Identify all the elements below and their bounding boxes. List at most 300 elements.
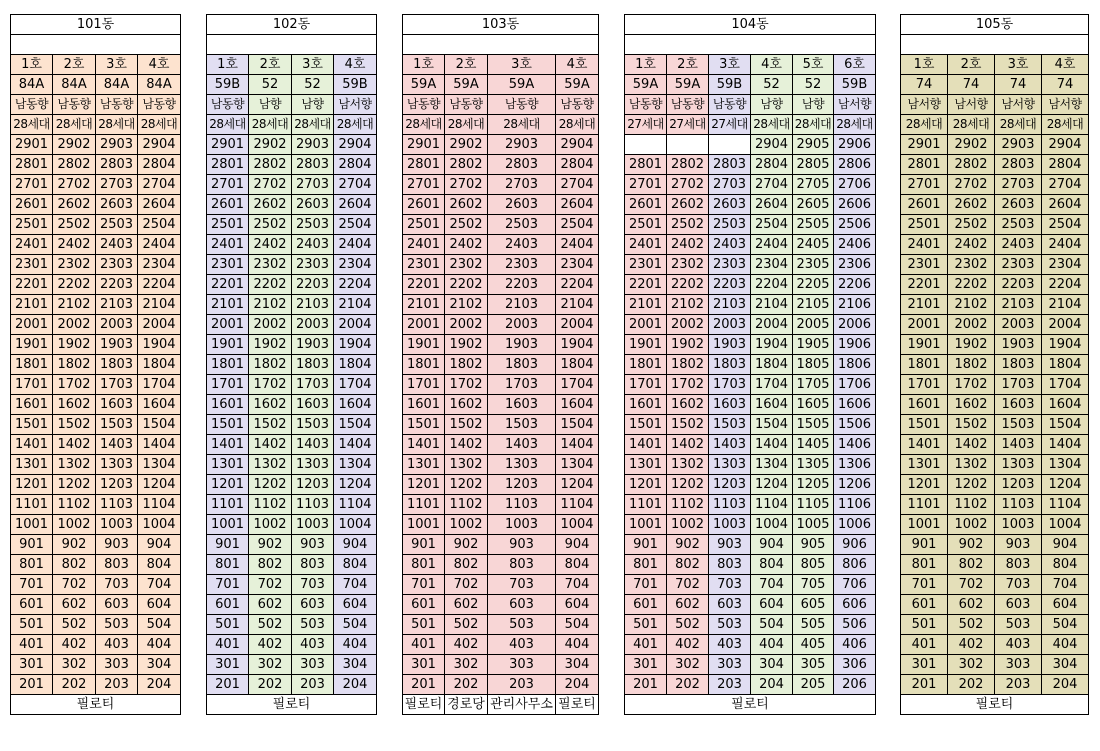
unit-cell: 2806 [834, 155, 876, 175]
unit-cell: 304 [334, 655, 377, 675]
unit-cell: 2504 [334, 215, 377, 235]
unit-cell: 1903 [488, 335, 556, 355]
unit-cell: 501 [207, 615, 249, 635]
unit-cell: 301 [207, 655, 249, 675]
unit-type: 74 [995, 75, 1042, 95]
unit-cell: 1601 [11, 395, 53, 415]
unit-cell: 2604 [751, 195, 793, 215]
unit-cell: 1803 [96, 355, 138, 375]
unit-cell: 2604 [334, 195, 377, 215]
unit-cell: 402 [667, 635, 709, 655]
unit-cell: 1202 [948, 475, 995, 495]
unit-cell: 303 [709, 655, 751, 675]
unit-cell: 1802 [53, 355, 96, 375]
unit-cell: 1001 [901, 515, 948, 535]
unit-cell: 1905 [793, 335, 834, 355]
unit-cell: 1903 [96, 335, 138, 355]
unit-direction: 남동향 [207, 95, 249, 115]
unit-cell: 902 [445, 535, 488, 555]
unit-cell: 1403 [995, 435, 1042, 455]
unit-cell: 1502 [948, 415, 995, 435]
unit-cell: 306 [834, 655, 876, 675]
household-count: 28세대 [1042, 115, 1089, 135]
unit-cell: 1503 [488, 415, 556, 435]
unit-cell: 1602 [53, 395, 96, 415]
unit-cell: 404 [138, 635, 181, 655]
unit-cell: 1301 [901, 455, 948, 475]
unit-cell: 1402 [445, 435, 488, 455]
unit-cell: 701 [403, 575, 445, 595]
unit-cell: 405 [793, 635, 834, 655]
unit-cell: 1704 [334, 375, 377, 395]
unit-cell: 2301 [901, 255, 948, 275]
unit-cell: 1904 [751, 335, 793, 355]
unit-cell: 1204 [751, 475, 793, 495]
unit-cell: 704 [138, 575, 181, 595]
unit-cell: 1603 [995, 395, 1042, 415]
unit-cell: 2805 [793, 155, 834, 175]
unit-cell: 2704 [334, 175, 377, 195]
household-count: 28세대 [751, 115, 793, 135]
unit-cell: 2902 [53, 135, 96, 155]
unit-cell: 2102 [249, 295, 292, 315]
household-count: 28세대 [488, 115, 556, 135]
unit-cell: 1003 [96, 515, 138, 535]
unit-cell: 2002 [667, 315, 709, 335]
unit-cell: 2501 [403, 215, 445, 235]
unit-cell: 402 [53, 635, 96, 655]
unit-cell: 2302 [667, 255, 709, 275]
unit-cell: 1703 [995, 375, 1042, 395]
unit-cell: 1203 [96, 475, 138, 495]
unit-cell: 1004 [1042, 515, 1089, 535]
unit-label: 5호 [793, 55, 834, 75]
unit-cell: 2801 [11, 155, 53, 175]
unit-cell: 1003 [488, 515, 556, 535]
unit-type: 84A [53, 75, 96, 95]
unit-cell: 2103 [96, 295, 138, 315]
unit-cell: 704 [556, 575, 599, 595]
blank-row [625, 35, 876, 55]
unit-cell: 2902 [445, 135, 488, 155]
unit-cell: 2402 [53, 235, 96, 255]
unit-cell: 901 [207, 535, 249, 555]
unit-cell: 1801 [207, 355, 249, 375]
unit-cell: 2204 [138, 275, 181, 295]
unit-cell: 2502 [948, 215, 995, 235]
unit-cell: 1802 [948, 355, 995, 375]
unit-cell: 904 [138, 535, 181, 555]
unit-cell: 2802 [249, 155, 292, 175]
unit-cell: 603 [995, 595, 1042, 615]
unit-cell: 1601 [403, 395, 445, 415]
unit-cell: 301 [901, 655, 948, 675]
unit-cell: 2602 [445, 195, 488, 215]
unit-cell: 901 [403, 535, 445, 555]
unit-cell: 1304 [1042, 455, 1089, 475]
unit-cell: 2504 [1042, 215, 1089, 235]
unit-cell: 602 [249, 595, 292, 615]
unit-cell: 2901 [403, 135, 445, 155]
unit-cell: 1102 [948, 495, 995, 515]
unit-cell: 503 [709, 615, 751, 635]
unit-cell: 2001 [11, 315, 53, 335]
unit-cell: 2603 [995, 195, 1042, 215]
unit-cell: 2903 [96, 135, 138, 155]
unit-label: 2호 [53, 55, 96, 75]
unit-cell: 803 [488, 555, 556, 575]
unit-cell: 2202 [445, 275, 488, 295]
unit-cell: 603 [96, 595, 138, 615]
unit-cell: 2003 [709, 315, 751, 335]
unit-cell: 2503 [96, 215, 138, 235]
unit-cell: 905 [793, 535, 834, 555]
unit-cell: 502 [249, 615, 292, 635]
unit-cell: 2204 [1042, 275, 1089, 295]
unit-cell: 1101 [207, 495, 249, 515]
unit-cell: 1804 [556, 355, 599, 375]
household-count: 28세대 [834, 115, 876, 135]
unit-cell: 301 [625, 655, 667, 675]
household-count: 28세대 [793, 115, 834, 135]
unit-type: 84A [96, 75, 138, 95]
unit-cell: 404 [1042, 635, 1089, 655]
unit-cell: 1402 [53, 435, 96, 455]
unit-direction: 남서향 [995, 95, 1042, 115]
unit-cell: 2305 [793, 255, 834, 275]
unit-cell: 1904 [556, 335, 599, 355]
unit-label: 1호 [207, 55, 249, 75]
unit-type: 84A [11, 75, 53, 95]
unit-cell: 803 [995, 555, 1042, 575]
unit-cell: 2403 [709, 235, 751, 255]
unit-cell: 2604 [1042, 195, 1089, 215]
unit-cell: 1803 [488, 355, 556, 375]
unit-cell: 1602 [249, 395, 292, 415]
unit-cell: 1203 [709, 475, 751, 495]
unit-cell: 1201 [403, 475, 445, 495]
unit-cell: 2304 [138, 255, 181, 275]
unit-cell: 2401 [207, 235, 249, 255]
unit-cell: 601 [11, 595, 53, 615]
unit-cell: 2004 [556, 315, 599, 335]
unit-cell: 2102 [948, 295, 995, 315]
unit-cell: 1506 [834, 415, 876, 435]
unit-cell: 302 [53, 655, 96, 675]
unit-cell: 1505 [793, 415, 834, 435]
unit-cell: 1803 [709, 355, 751, 375]
unit-cell: 2701 [901, 175, 948, 195]
unit-cell: 2204 [334, 275, 377, 295]
unit-cell: 1904 [1042, 335, 1089, 355]
unit-cell: 801 [207, 555, 249, 575]
unit-cell: 1101 [901, 495, 948, 515]
unit-cell: 202 [948, 675, 995, 695]
unit-cell: 1006 [834, 515, 876, 535]
unit-cell: 703 [709, 575, 751, 595]
unit-cell: 303 [292, 655, 334, 675]
household-count: 28세대 [901, 115, 948, 135]
unit-cell: 406 [834, 635, 876, 655]
unit-type: 52 [793, 75, 834, 95]
unit-cell: 1104 [556, 495, 599, 515]
unit-cell: 904 [751, 535, 793, 555]
unit-cell: 1504 [138, 415, 181, 435]
unit-cell: 2103 [488, 295, 556, 315]
household-count: 27세대 [709, 115, 751, 135]
unit-cell: 1503 [995, 415, 1042, 435]
unit-cell: 304 [556, 655, 599, 675]
unit-cell: 704 [1042, 575, 1089, 595]
building-102-table [206, 14, 377, 715]
unit-cell: 701 [901, 575, 948, 595]
unit-cell: 1906 [834, 335, 876, 355]
unit-cell: 1001 [207, 515, 249, 535]
unit-cell: 1803 [995, 355, 1042, 375]
unit-cell: 2106 [834, 295, 876, 315]
unit-cell: 2602 [948, 195, 995, 215]
unit-cell: 903 [488, 535, 556, 555]
unit-cell: 2701 [403, 175, 445, 195]
unit-direction: 남동향 [445, 95, 488, 115]
unit-cell: 2504 [751, 215, 793, 235]
unit-label: 2호 [948, 55, 995, 75]
unit-cell: 1303 [709, 455, 751, 475]
unit-cell: 2002 [445, 315, 488, 335]
unit-cell: 1604 [556, 395, 599, 415]
unit-cell: 1902 [667, 335, 709, 355]
unit-cell: 2104 [334, 295, 377, 315]
footer-cell: 필로티 [403, 695, 445, 715]
unit-cell: 802 [53, 555, 96, 575]
footer-pilotis: 필로티 [901, 695, 1089, 715]
blank-row [11, 35, 181, 55]
footer-cell: 관리사무소 [488, 695, 556, 715]
unit-cell: 203 [96, 675, 138, 695]
unit-cell: 2601 [207, 195, 249, 215]
unit-cell: 2702 [948, 175, 995, 195]
unit-cell: 2703 [995, 175, 1042, 195]
unit-cell: 1801 [625, 355, 667, 375]
unit-cell: 1901 [901, 335, 948, 355]
unit-cell: 701 [11, 575, 53, 595]
empty-unit-cell [625, 135, 667, 155]
unit-cell: 2804 [751, 155, 793, 175]
unit-cell: 2204 [751, 275, 793, 295]
unit-cell: 602 [948, 595, 995, 615]
unit-cell: 2101 [207, 295, 249, 315]
unit-cell: 1301 [403, 455, 445, 475]
unit-cell: 903 [96, 535, 138, 555]
unit-cell: 703 [96, 575, 138, 595]
unit-cell: 1101 [403, 495, 445, 515]
unit-cell: 203 [292, 675, 334, 695]
unit-cell: 1804 [138, 355, 181, 375]
unit-cell: 1502 [667, 415, 709, 435]
unit-cell: 802 [249, 555, 292, 575]
unit-cell: 701 [207, 575, 249, 595]
unit-cell: 2004 [334, 315, 377, 335]
unit-cell: 2704 [1042, 175, 1089, 195]
unit-cell: 1403 [96, 435, 138, 455]
footer-pilotis: 필로티 [625, 695, 876, 715]
unit-cell: 1301 [207, 455, 249, 475]
unit-direction: 남동향 [403, 95, 445, 115]
unit-cell: 403 [488, 635, 556, 655]
unit-cell: 1501 [11, 415, 53, 435]
unit-cell: 2203 [488, 275, 556, 295]
unit-cell: 1703 [709, 375, 751, 395]
unit-cell: 1203 [488, 475, 556, 495]
unit-cell: 2104 [1042, 295, 1089, 315]
unit-cell: 2804 [1042, 155, 1089, 175]
unit-cell: 2801 [403, 155, 445, 175]
unit-cell: 1603 [96, 395, 138, 415]
unit-cell: 1706 [834, 375, 876, 395]
unit-cell: 403 [292, 635, 334, 655]
unit-cell: 2101 [11, 295, 53, 315]
unit-cell: 503 [292, 615, 334, 635]
unit-cell: 2502 [249, 215, 292, 235]
unit-cell: 1901 [625, 335, 667, 355]
unit-label: 2호 [445, 55, 488, 75]
unit-cell: 1606 [834, 395, 876, 415]
unit-cell: 2401 [625, 235, 667, 255]
unit-cell: 2904 [556, 135, 599, 155]
unit-cell: 1302 [249, 455, 292, 475]
unit-cell: 1604 [138, 395, 181, 415]
unit-cell: 1404 [138, 435, 181, 455]
unit-label: 3호 [995, 55, 1042, 75]
unit-direction: 남동향 [667, 95, 709, 115]
unit-cell: 2201 [11, 275, 53, 295]
unit-cell: 1604 [1042, 395, 1089, 415]
unit-cell: 1103 [488, 495, 556, 515]
unit-cell: 2301 [625, 255, 667, 275]
unit-cell: 2401 [11, 235, 53, 255]
unit-cell: 2403 [96, 235, 138, 255]
unit-cell: 1402 [249, 435, 292, 455]
unit-type: 59B [834, 75, 876, 95]
unit-cell: 902 [948, 535, 995, 555]
unit-cell: 702 [667, 575, 709, 595]
unit-cell: 804 [751, 555, 793, 575]
unit-cell: 1903 [292, 335, 334, 355]
unit-cell: 201 [11, 675, 53, 695]
unit-cell: 1101 [625, 495, 667, 515]
unit-cell: 1503 [709, 415, 751, 435]
unit-cell: 904 [1042, 535, 1089, 555]
unit-direction: 남서향 [834, 95, 876, 115]
unit-direction: 남서향 [1042, 95, 1089, 115]
unit-cell: 1104 [1042, 495, 1089, 515]
unit-cell: 201 [403, 675, 445, 695]
unit-cell: 803 [96, 555, 138, 575]
unit-cell: 2303 [292, 255, 334, 275]
unit-cell: 1104 [751, 495, 793, 515]
unit-cell: 2202 [948, 275, 995, 295]
unit-cell: 901 [11, 535, 53, 555]
unit-cell: 1401 [625, 435, 667, 455]
unit-cell: 604 [751, 595, 793, 615]
unit-cell: 1201 [901, 475, 948, 495]
unit-cell: 1504 [1042, 415, 1089, 435]
unit-cell: 1304 [751, 455, 793, 475]
unit-cell: 804 [1042, 555, 1089, 575]
unit-cell: 2905 [793, 135, 834, 155]
unit-cell: 503 [488, 615, 556, 635]
unit-cell: 2301 [207, 255, 249, 275]
unit-cell: 1702 [445, 375, 488, 395]
unit-label: 1호 [11, 55, 53, 75]
unit-cell: 2603 [96, 195, 138, 215]
unit-cell: 403 [96, 635, 138, 655]
unit-cell: 1004 [138, 515, 181, 535]
unit-cell: 2804 [556, 155, 599, 175]
unit-cell: 2202 [249, 275, 292, 295]
unit-label: 4호 [334, 55, 377, 75]
unit-cell: 2003 [96, 315, 138, 335]
unit-cell: 2304 [334, 255, 377, 275]
unit-label: 1호 [625, 55, 667, 75]
unit-type: 59A [556, 75, 599, 95]
unit-cell: 904 [334, 535, 377, 555]
unit-cell: 705 [793, 575, 834, 595]
unit-cell: 2602 [667, 195, 709, 215]
unit-cell: 603 [292, 595, 334, 615]
unit-cell: 1602 [445, 395, 488, 415]
unit-cell: 203 [709, 675, 751, 695]
unit-cell: 703 [488, 575, 556, 595]
unit-cell: 1401 [901, 435, 948, 455]
unit-cell: 801 [403, 555, 445, 575]
unit-cell: 202 [445, 675, 488, 695]
unit-cell: 704 [334, 575, 377, 595]
unit-cell: 2003 [292, 315, 334, 335]
unit-direction: 남동향 [96, 95, 138, 115]
unit-cell: 2902 [249, 135, 292, 155]
unit-cell: 2101 [625, 295, 667, 315]
unit-cell: 1602 [948, 395, 995, 415]
unit-cell: 2702 [667, 175, 709, 195]
unit-cell: 602 [667, 595, 709, 615]
unit-cell: 403 [995, 635, 1042, 655]
unit-cell: 1402 [948, 435, 995, 455]
unit-cell: 2303 [96, 255, 138, 275]
unit-cell: 2001 [403, 315, 445, 335]
unit-cell: 1405 [793, 435, 834, 455]
building-104-table [624, 14, 876, 715]
unit-type: 59B [709, 75, 751, 95]
unit-cell: 2404 [138, 235, 181, 255]
unit-cell: 2103 [292, 295, 334, 315]
unit-cell: 2001 [625, 315, 667, 335]
unit-cell: 602 [53, 595, 96, 615]
unit-cell: 204 [334, 675, 377, 695]
building-105-table [900, 14, 1089, 715]
unit-cell: 1902 [445, 335, 488, 355]
unit-label: 3호 [96, 55, 138, 75]
unit-cell: 2402 [948, 235, 995, 255]
unit-cell: 1804 [751, 355, 793, 375]
footer-cell: 경로당 [445, 695, 488, 715]
unit-cell: 601 [901, 595, 948, 615]
unit-cell: 1106 [834, 495, 876, 515]
unit-cell: 2803 [488, 155, 556, 175]
unit-cell: 1801 [901, 355, 948, 375]
unit-cell: 1904 [334, 335, 377, 355]
unit-cell: 2803 [292, 155, 334, 175]
